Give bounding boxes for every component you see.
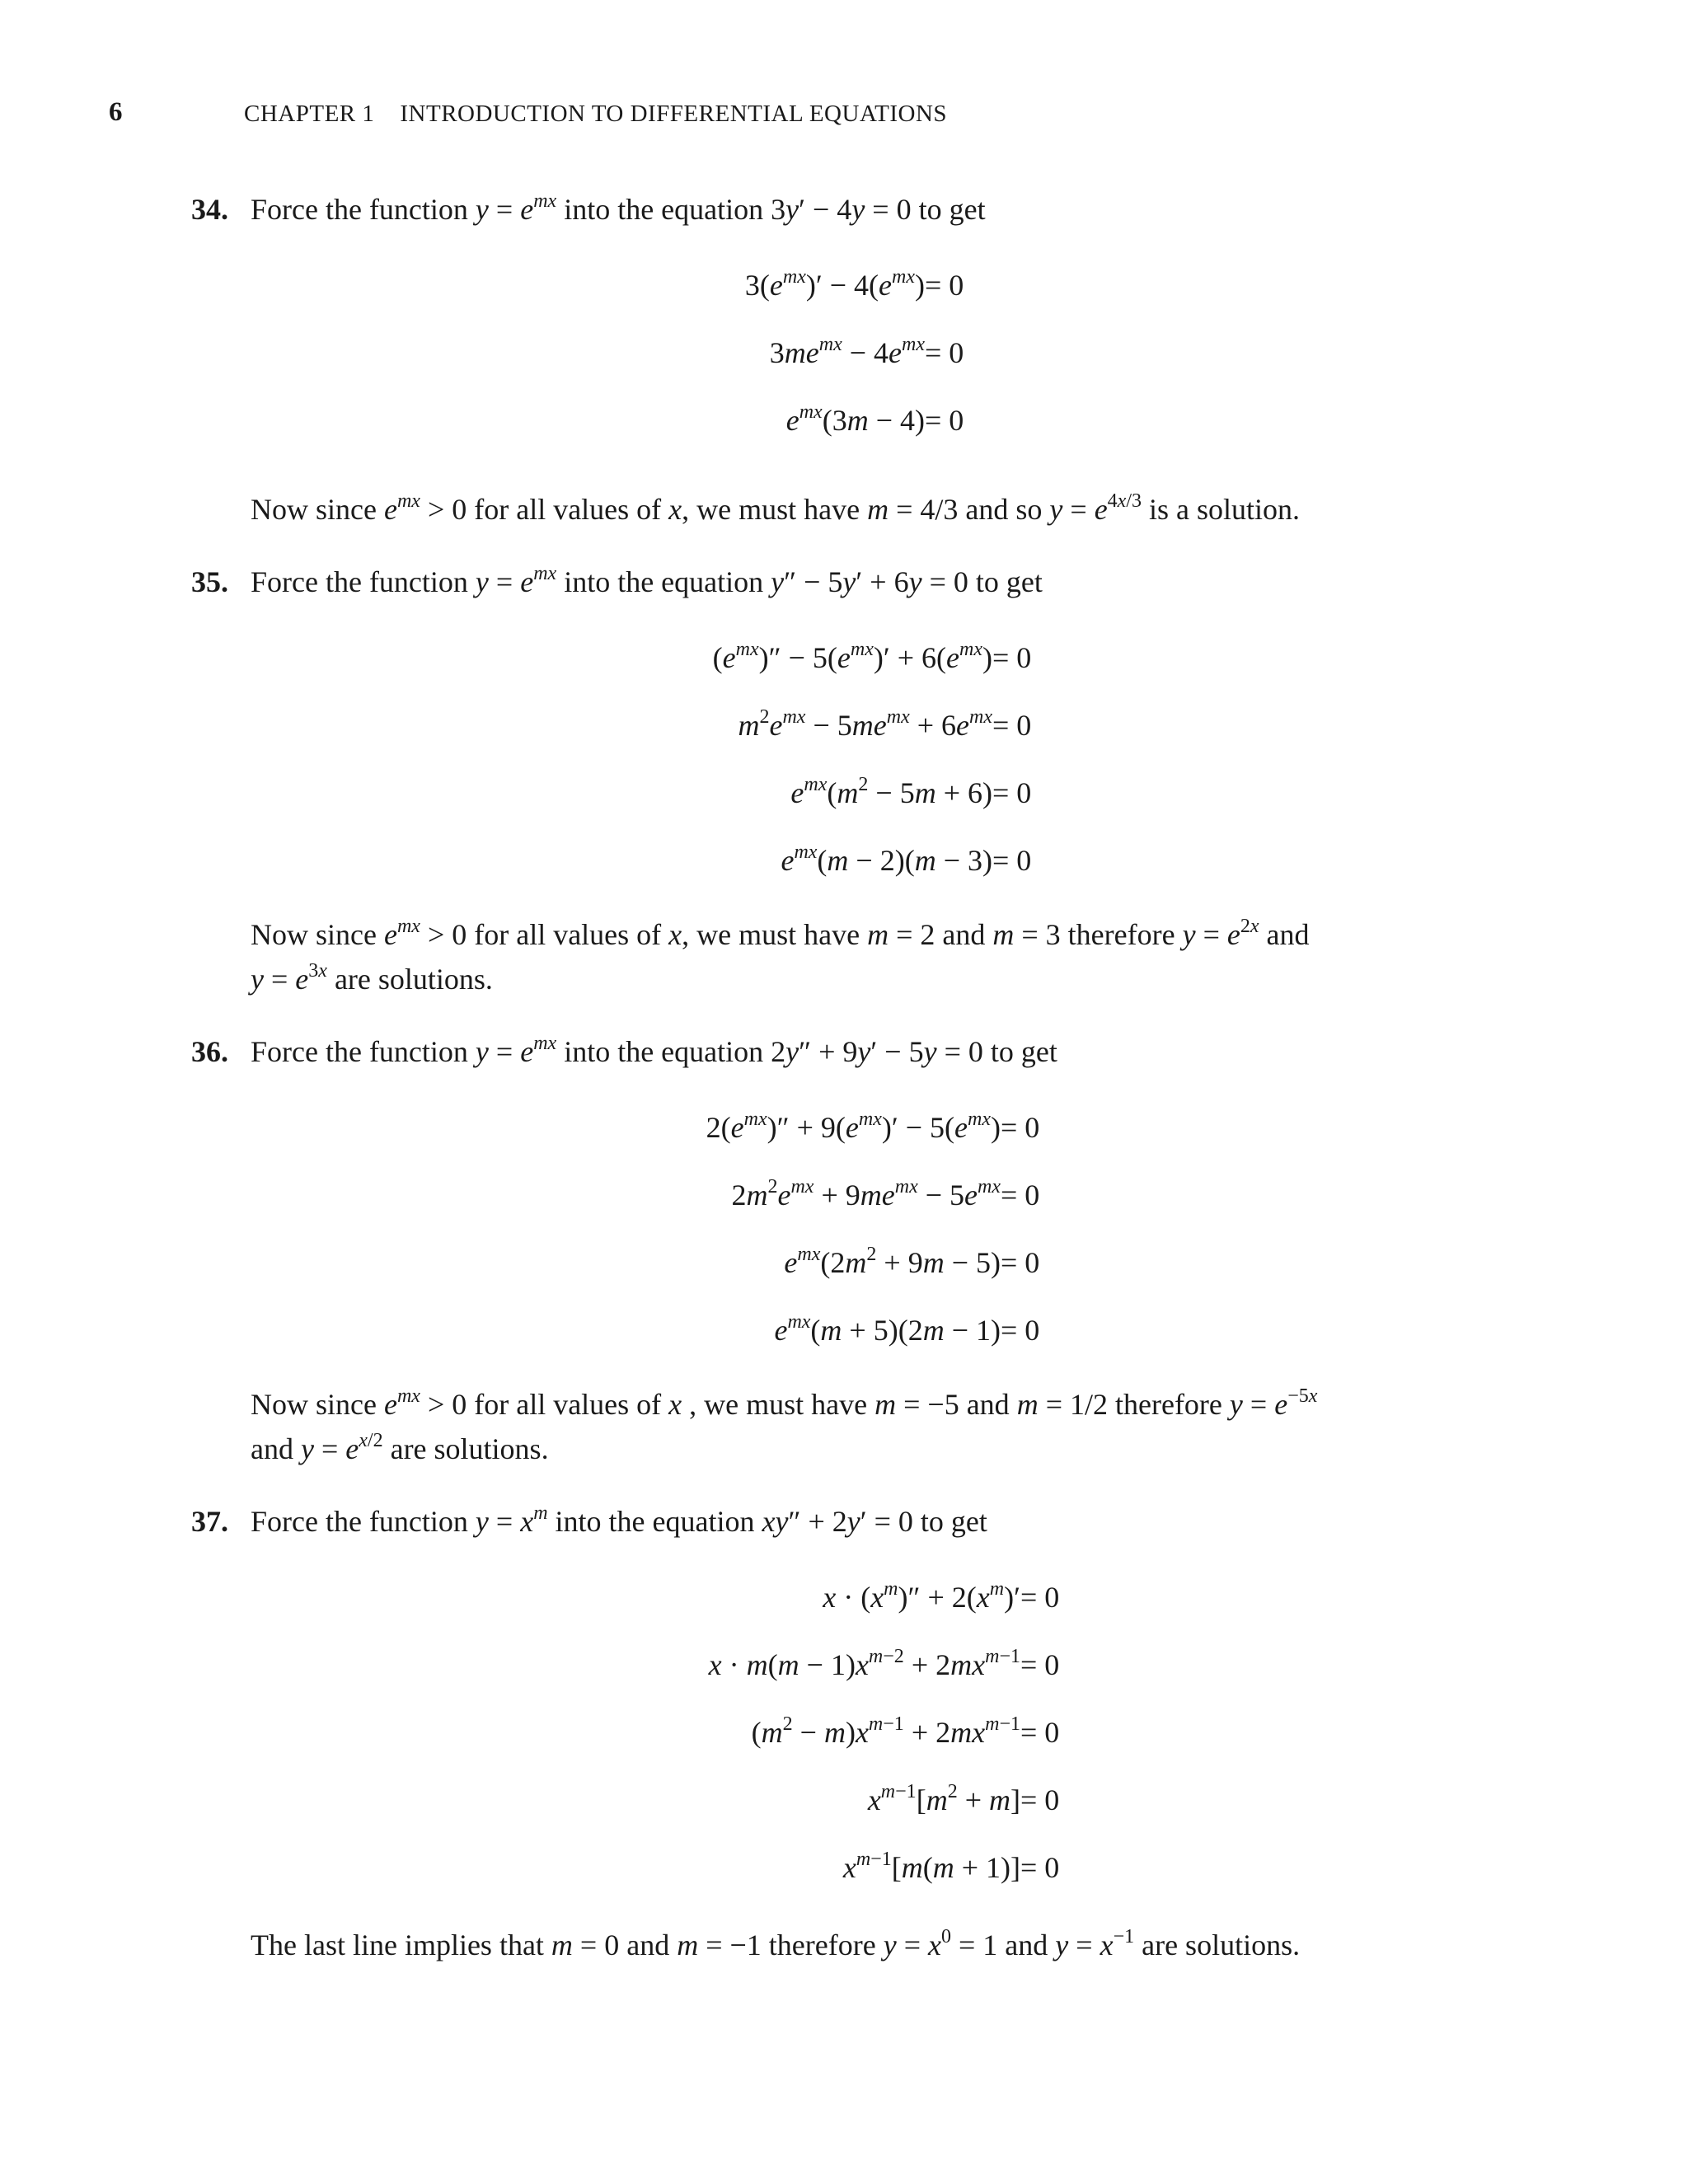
- problem-conclusion: $y = e^{3x}$ are solutions.: [251, 960, 493, 996]
- problem-number: 37.: [191, 1505, 228, 1538]
- problem-intro: Force the function $y = e^{mx}$ into the equation y″ − 5y′ + 6y = 0 to get: [251, 563, 1043, 598]
- running-head: CHAPTER 1 INTRODUCTION TO DIFFERENTIAL EQUATIONS: [244, 101, 948, 127]
- problem-conclusion: The last line implies that m = 0 and m = −1 therefore $y = x^0 = 1$ and $y = x^{-1}$ are solutions.: [251, 1926, 1301, 1961]
- problem-intro: Force the function $y = e^{mx}$ into the equation 2y″ + 9y′ − 5y = 0 to get: [251, 1033, 1057, 1068]
- problem-conclusion: and $y = e^{x/2}$ are solutions.: [251, 1430, 549, 1465]
- problem-conclusion: Now since $e^{mx} > 0$ for all values of x, we must have m = 4/3 and so $y = e^{4x/3}$ is a solution.: [251, 490, 1301, 526]
- problem-intro: Force the function $y = e^{mx}$ into the equation 3y′ − 4y = 0 to get: [251, 190, 986, 226]
- page-number: 6: [109, 97, 123, 127]
- problem-conclusion: Now since $e^{mx} > 0$ for all values of x , we must have m = −5 and m = 1/2 therefore $y = e^{-5x}$: [251, 1385, 1318, 1421]
- problem-intro: Force the function $y = x^m$ into the equation xy″ + 2y′ = 0 to get: [251, 1502, 987, 1538]
- problem-conclusion: Now since $e^{mx} > 0$ for all values of x, we must have m = 2 and m = 3 therefore $y = e^{2x}$ and: [251, 916, 1310, 951]
- problem-number: 34.: [191, 193, 228, 226]
- problem-number: 36.: [191, 1035, 228, 1068]
- problem-number: 35.: [191, 565, 228, 598]
